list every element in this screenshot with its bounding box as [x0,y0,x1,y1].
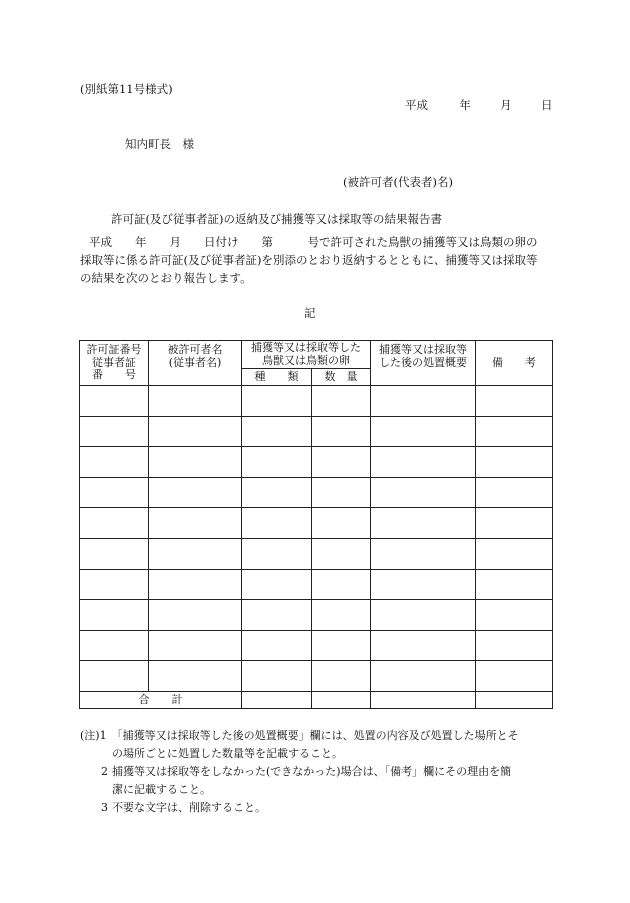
applicant-name-label: (被許可者(代表者)名) [343,175,453,189]
table-row [80,386,553,417]
note-item [80,799,560,817]
date-day: 日 [540,98,553,112]
header-permittee-name: 被許可者名 (従事者名) [149,341,242,386]
ki-heading: 記 [304,306,316,320]
header-captured-species: 捕獲等又は採取等した 鳥獣又は鳥類の卵 [242,341,371,369]
header-permit-number: 許可証番号 従事者証 番 号 [80,341,149,386]
note-continuation: 潔に記載すること。 [112,783,211,796]
total-label: 合 計 [80,691,242,708]
form-number-label: (別紙第11号様式) [80,82,173,96]
notes-prefix: (注) [80,729,100,742]
note-item [80,727,560,745]
total-row [80,691,553,708]
table-row [80,630,553,661]
header-disposal-summary: 捕獲等又は採取等 した後の処置概要 [371,341,476,386]
note-text: 「捕獲等又は採取等した後の処置概要」欄には、処置の内容及び処置した場所とそ [111,729,519,742]
document-title: 許可証(及び従事者証)の返納及び捕獲等又は採取等の結果報告書 [111,212,442,226]
body-line: 平成 年 月 日付け 第 号で許可された鳥獣の捕獲等又は鳥類の卵の [89,235,538,249]
date-month: 月 [500,98,512,112]
table-row [80,508,553,539]
table-row [80,661,553,692]
report-table [79,340,553,709]
table-row [80,416,553,447]
table-row [80,538,553,569]
addressee: 知内町長 様 [125,137,194,151]
table-row [80,447,553,478]
note-number: 2 [101,765,108,778]
body-line: 採取等に係る許可証(及び従事者証)を別添のとおり返納するとともに、捕獲等又は採取等 [80,253,538,267]
notes-section [80,727,560,817]
date-year: 年 [459,98,471,112]
note-number: 1 [99,729,107,742]
note-text: 捕獲等又は採取等をしなかった(できなかった)場合は、「備考」欄にその理由を簡 [112,765,512,778]
header-remarks: 備 考 [476,341,553,386]
header-quantity: 数 量 [312,369,371,386]
date-line [405,100,552,112]
note-item [80,763,560,781]
body-line: の結果を次のとおり報告します。 [80,271,252,285]
note-text: 不要な文字は、削除すること。 [112,801,266,814]
body-text [80,233,560,287]
table-row [80,600,553,631]
header-type: 種 類 [242,369,312,386]
date-era: 平成 [405,98,428,112]
table-row [80,569,553,600]
note-continuation: の場所ごとに処置した数量等を記載すること。 [112,747,343,760]
table-row [80,477,553,508]
note-number: 3 [101,801,108,814]
